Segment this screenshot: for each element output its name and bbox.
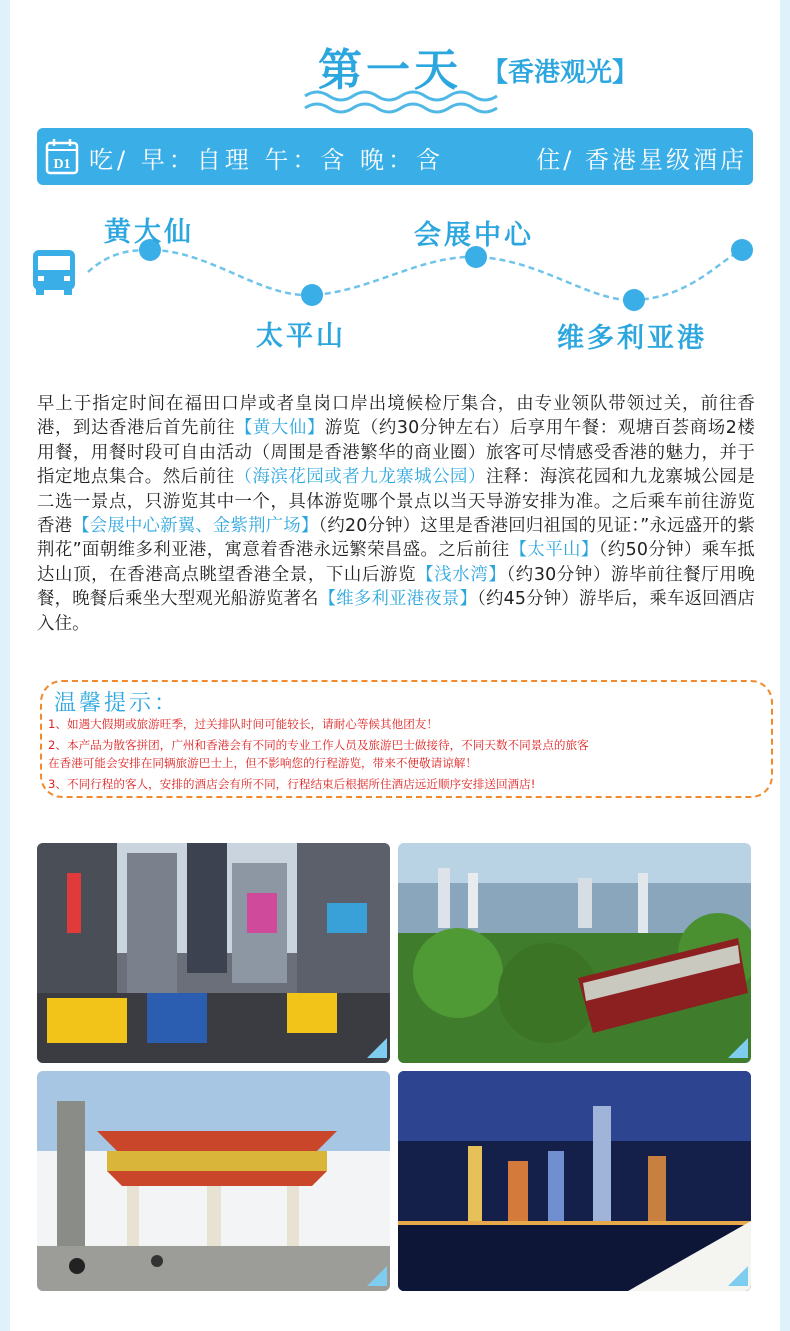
desc-text: （约50分钟）乘车抵达山顶，在香港高点眺望香港全景，下山后游览	[37, 540, 755, 585]
meals-text: 吃/ 早：自理 午：含 晚：含	[89, 146, 444, 174]
route-stop-label: 维多利亚港	[557, 323, 707, 354]
desc-text: （约30分钟）游毕前往餐厅用晚餐，晚餐后乘坐大型观光船游览著名	[37, 564, 755, 610]
itinerary-info-bar	[37, 128, 753, 185]
desc-highlight: 【维多利亚港夜景】	[318, 589, 478, 610]
desc-highlight: 【黄大仙】	[234, 418, 325, 439]
tip-item: 在香港可能会安排在同辆旅游巴士上，但不影响您的行程游览，带来不便敬请谅解！	[48, 756, 477, 770]
hotel-text: 住/ 香港星级酒店	[536, 146, 747, 174]
harbour-night-photo	[398, 1071, 751, 1291]
itinerary-description	[37, 392, 755, 636]
tips-box	[40, 680, 773, 798]
route-line	[88, 250, 742, 300]
route-stop-label: 太平山	[256, 321, 346, 352]
desc-text: 注释：海滨花园和九龙寨城公园是二选一景点，只游览其中一个，具体游览哪个景点以当天导游安排为准。之后乘车前往游览香港	[37, 467, 755, 537]
desc-text: （约45分钟）游毕后，乘车返回酒店入住。	[37, 589, 755, 634]
route-point	[731, 239, 753, 261]
desc-text: 游览（约30分钟左右）后享用午餐：观塘百荟商场2楼用餐，用餐时段可自由活动（周围是香港繁华的商业圈）旅客可尽情感受香港的魅力，并于指定地点集合。然后前往	[37, 418, 755, 488]
day-subtitle: 【香港观光】	[482, 58, 639, 88]
temple-gate-photo	[37, 1071, 390, 1291]
desc-highlight: 【会展中心新翼、金紫荆广场】	[72, 516, 319, 537]
city-street-photo	[37, 843, 390, 1063]
bus-icon	[33, 250, 75, 295]
desc-text: 早上于指定时间在福田口岸或者皇岗口岸出境候检厅集合，由专业领队带领过关，前往香港，到达香港后首先前往	[37, 394, 755, 439]
desc-highlight: 【太平山】	[509, 540, 599, 561]
route-point	[301, 284, 323, 306]
route-stop-label: 会展中心	[414, 220, 534, 251]
route-point	[623, 289, 645, 311]
desc-highlight: 【浅水湾】	[416, 564, 507, 585]
wave-decoration-icon	[300, 86, 500, 116]
tip-item: 3、不同行程的客人，安排的酒店会有所不同，行程结束后根据所住酒店远近顺序安排送回酒店!	[48, 777, 536, 791]
desc-highlight: （海滨花园或者九龙寨城公园）	[234, 467, 486, 488]
calendar-icon	[45, 137, 79, 175]
tip-item: 1、如遇大假期或旅游旺季，过关排队时间可能较长，请耐心等候其他团友！	[48, 717, 438, 731]
desc-text: （约20分钟）这里是香港回归祖国的见证：”永远盛开的紫荆花”面朝维多利亚港，寓意着香港永远繁荣昌盛。之后前往	[37, 516, 755, 561]
calendar-day-text: D1	[53, 157, 71, 172]
tips-title: 温馨提示：	[54, 691, 180, 716]
peak-tram-photo	[398, 843, 751, 1063]
tip-item: 2、本产品为散客拼团，广州和香港会有不同的专业工作人员及旅游巴士做接待，不同天数不同景点的旅客	[48, 738, 589, 752]
day-title: 第一天	[318, 45, 462, 96]
route-stop-label: 黄大仙	[104, 217, 194, 248]
